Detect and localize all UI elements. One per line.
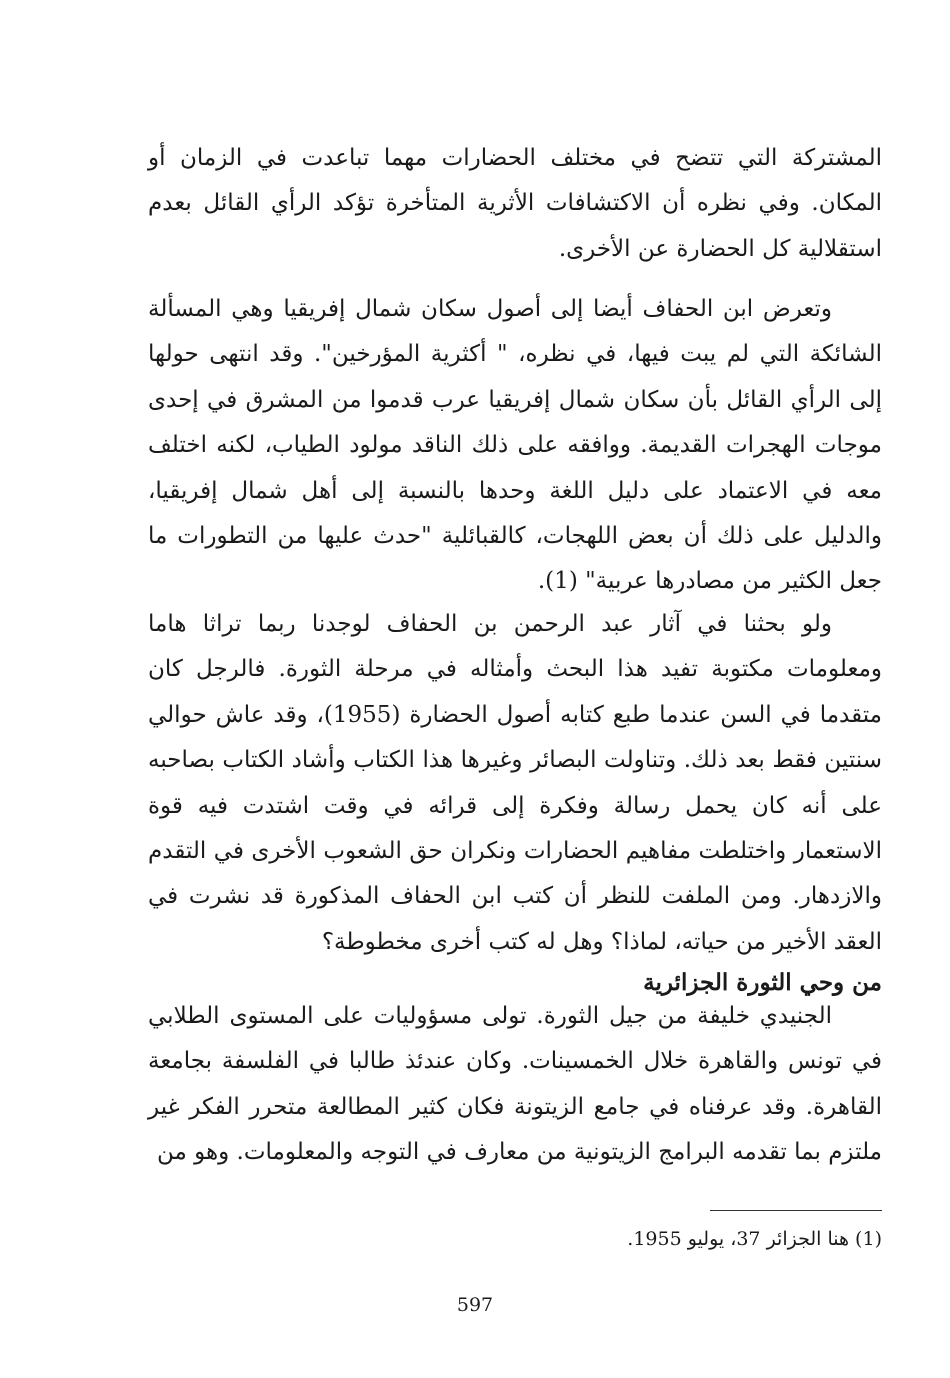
paragraph-4 (148, 994, 882, 1176)
page-number: 597 (456, 1294, 494, 1316)
paragraph-2 (148, 287, 882, 605)
footnote-divider (710, 1210, 882, 1211)
paragraph-1 (148, 136, 882, 272)
paragraph-1-text: المشتركة التي تتضح في مختلف الحضارات مهما تباعدت في الزمان أو المكان. وفي نظره أن الاكتشافات الأثرية المتأخرة تؤكد الرأي القائل بعدم استقلالية كل الحضارة عن الأخرى. (148, 145, 882, 262)
paragraph-3-text: ولو بحثنا في آثار عبد الرحمن بن الحفاف لوجدنا ربما تراثا هاما ومعلومات مكتوبة تفيد هذا البحث وأمثاله في مرحلة الثورة. فالرجل كان متقدما في السن عندما طبع كتابه أصول الحضارة (1955)، وقد عاش حوالي سنتين فقط بعد ذلك. وتناولت البصائر وغيرها هذا الكتاب وأشاد الكتاب بصاحبه على أنه كان يحمل رسالة وفكرة إلى قرائه في وقت اشتدت فيه قوة الاستعمار واختلطت مفاهيم الحضارات ونكران حق الشعوب الأخرى في التقدم والازدهار. ومن الملفت للنظر أن كتب ابن الحفاف المذكورة قد نشرت في العقد الأخير من حياته، لماذا؟ وهل له كتب أخرى مخطوطة؟ (148, 611, 882, 955)
footnote: (1) هنا الجزائر 37، يوليو 1955. (627, 1228, 882, 1250)
section-heading: من وحي الثورة الجزائرية (643, 969, 882, 996)
paragraph-2-text: وتعرض ابن الحفاف أيضا إلى أصول سكان شمال إفريقيا وهي المسألة الشائكة التي لم يبت فيها، في نظره، " أكثرية المؤرخين". وقد انتهى حولها إلى الرأي القائل بأن سكان شمال إفريقيا عرب قدموا من المشرق في إحدى موجات الهجرات القديمة. ووافقه على ذلك الناقد مولود الطياب، لكنه اختلف معه في الاعتماد على دليل اللغة وحدها بالنسبة إلى أهل شمال إفريقيا، والدليل على ذلك أن بعض اللهجات، كالقبائلية "حدث عليها من التطورات ما جعل الكثير من مصادرها عربية" (1). (148, 296, 882, 595)
paragraph-3 (148, 602, 882, 965)
paragraph-4-text: الجنيدي خليفة من جيل الثورة. تولى مسؤوليات على المستوى الطلابي في تونس والقاهرة خلال الخمسينات. وكان عندئذ طالبا في الفلسفة بجامعة القاهرة. وقد عرفناه في جامع الزيتونة فكان كثير المطالعة متحرر الفكر غير ملتزم بما تقدمه البرامج الزيتونية من معارف في التوجه والمعلومات. وهو من (148, 1003, 882, 1166)
